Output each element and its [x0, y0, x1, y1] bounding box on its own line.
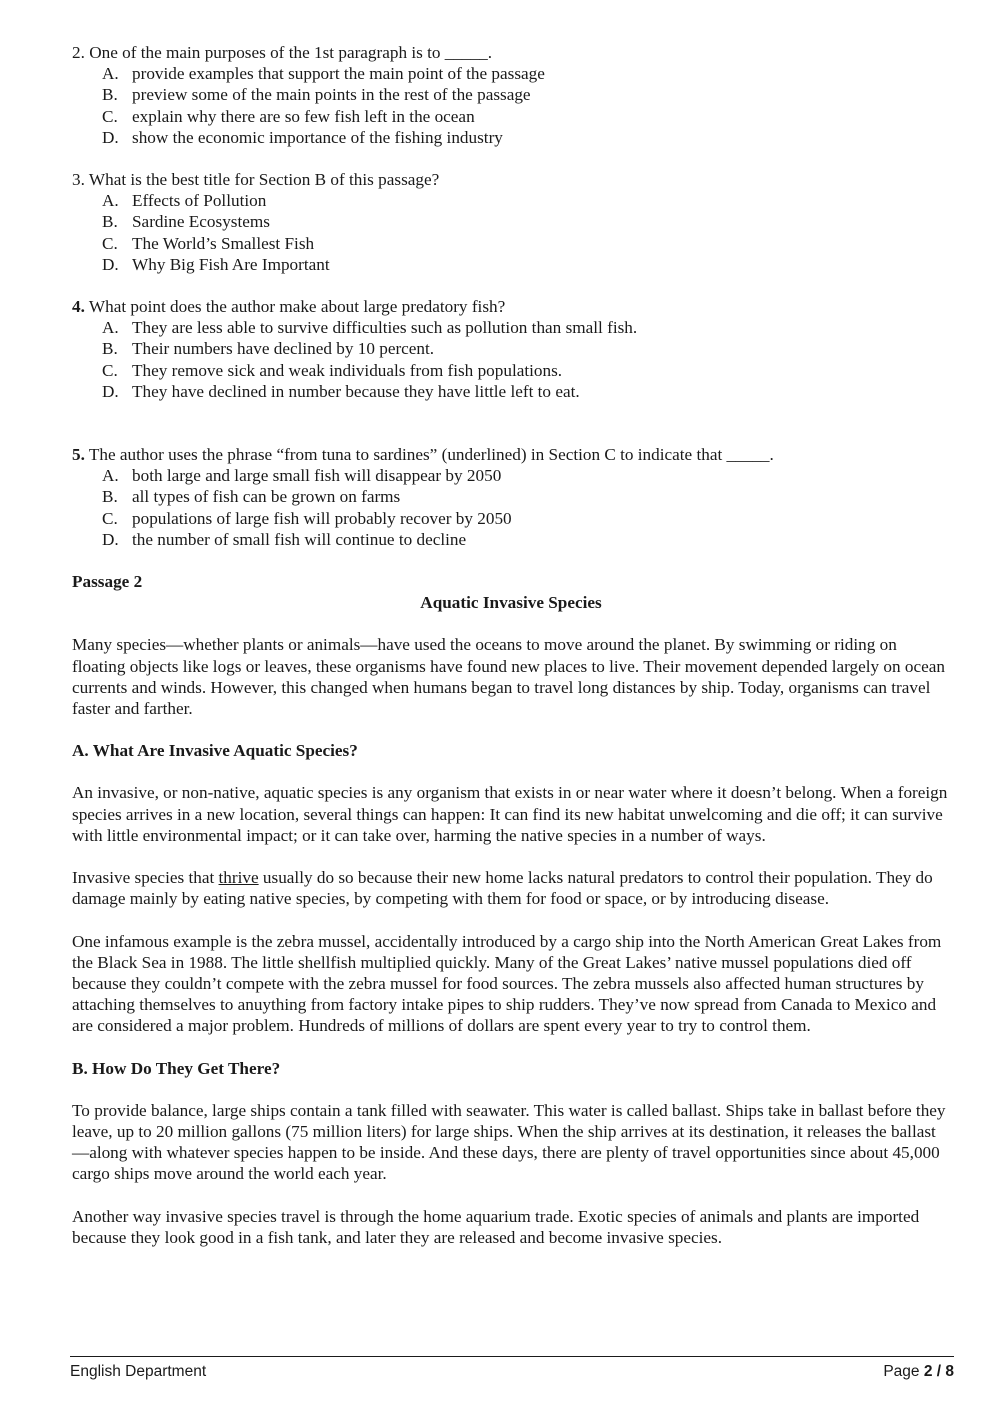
- question-stem: [72, 42, 950, 63]
- question-stem: [72, 296, 950, 317]
- question-number: 5.: [72, 445, 85, 465]
- option-text: both large and large small fish will disappear by 2050: [132, 466, 502, 486]
- question-number: 3.: [72, 170, 85, 190]
- spacer: [72, 1037, 950, 1058]
- option-letter: D.: [102, 381, 119, 401]
- spacer: [72, 1185, 950, 1206]
- option-text: They have declined in number because they have little left to eat.: [132, 381, 580, 401]
- option-text: Sardine Ecosystems: [132, 212, 270, 232]
- section-a-paragraph-3: One infamous example is the zebra mussel, accidentally introduced by a cargo ship into the North American Great Lakes from the Black Sea in 1988. The little shellfish multiplied quickly. Many of the Great Lakes’ native mussel populations died off because they couldn’t compete with the zebra mussel for food sources. The zebra mussels also affected human structures by attaching themselves to anuything from factory intake pipes to ship rudders. They’ve now spread from Canada to Mexico and are considered a major problem. Hundreds of millions of dollars are spent every year to try to control them.: [72, 931, 942, 1036]
- option-letter: D.: [102, 127, 119, 147]
- options-list: [72, 465, 950, 550]
- page-separator: /: [932, 1363, 946, 1380]
- section-a-paragraph-2: [72, 867, 950, 909]
- option-letter: A.: [102, 191, 119, 211]
- page-footer: [70, 1356, 954, 1382]
- option-text: Why Big Fish Are Important: [132, 254, 330, 274]
- option-text: They remove sick and weak individuals from fish populations.: [132, 360, 563, 380]
- option-letter: B.: [102, 85, 118, 105]
- option-item: [72, 254, 950, 275]
- option-text: provide examples that support the main point of the passage: [132, 64, 545, 84]
- option-text: They are less able to survive difficulties such as pollution than small fish.: [132, 318, 638, 338]
- paragraph-text: usually do so because their new home lacks natural predators to control their population. They do damage mainly by eating native species, by competing with them for food or space, or by introducing disease.: [72, 868, 933, 909]
- option-text: all types of fish can be grown on farms: [132, 487, 401, 507]
- option-text: Their numbers have declined by 10 percent.: [132, 339, 435, 359]
- spacer: [72, 613, 950, 634]
- intro-paragraph: Many species—whether plants or animals—have used the oceans to move around the planet. By swimming or riding on floating objects like logs or leaves, these organisms have found new places to live. Their movement depended largely on ocean currents and winds. However, this changed when humans began to travel long distances by ship. Today, organisms can travel faster and farther.: [72, 635, 945, 719]
- option-item: [72, 338, 950, 359]
- option-text: The World’s Smallest Fish: [132, 233, 315, 253]
- option-text: Effects of Pollution: [132, 191, 267, 211]
- option-letter: C.: [102, 233, 118, 253]
- paragraph-text: Invasive species that: [72, 868, 219, 888]
- option-item: [72, 127, 950, 148]
- footer-department: English Department: [70, 1363, 207, 1380]
- question-3: [72, 169, 950, 275]
- underlined-word: thrive: [218, 868, 259, 888]
- question-text: What is the best title for Section B of this passage?: [88, 170, 440, 190]
- option-item: [72, 211, 950, 232]
- question-2: [72, 42, 950, 148]
- spacer: [72, 846, 950, 867]
- option-item: [72, 381, 950, 402]
- question-5: [72, 444, 950, 550]
- spacer: [72, 402, 950, 444]
- question-4: [72, 296, 950, 402]
- passage-label: Passage 2: [72, 572, 143, 592]
- page-total: 8: [945, 1363, 954, 1380]
- section-b-paragraph-2: Another way invasive species travel is through the home aquarium trade. Exotic species of animals and plants are imported because they look good in a fish tank, and later they are released and become invasive species.: [72, 1206, 920, 1247]
- option-text: explain why there are so few fish left in the ocean: [132, 106, 475, 126]
- section-a-heading: A. What Are Invasive Aquatic Species?: [72, 741, 358, 761]
- question-stem: [72, 444, 950, 465]
- option-item: [72, 233, 950, 254]
- document-page: [72, 42, 950, 1248]
- option-text: populations of large fish will probably recover by 2050: [132, 508, 512, 528]
- option-item: [72, 529, 950, 550]
- question-number: 4.: [72, 297, 85, 317]
- option-item: [72, 317, 950, 338]
- options-list: [72, 190, 950, 275]
- page-current: 2: [923, 1363, 933, 1380]
- spacer: [72, 910, 950, 931]
- section-b-heading: B. How Do They Get There?: [72, 1058, 281, 1078]
- spacer: [72, 761, 950, 782]
- spacer: [72, 275, 950, 296]
- option-item: [72, 486, 950, 507]
- option-item: [72, 106, 950, 127]
- option-item: [72, 508, 950, 529]
- option-item: [72, 63, 950, 84]
- option-letter: B.: [102, 339, 118, 359]
- page-number: [883, 1362, 954, 1382]
- option-item: [72, 190, 950, 211]
- option-item: [72, 84, 950, 105]
- passage-title: Aquatic Invasive Species: [420, 593, 602, 613]
- spacer: [72, 719, 950, 740]
- section-b-paragraph-1: To provide balance, large ships contain a tank filled with seawater. This water is called ballast. Ships take in ballast before they leave, up to 20 million gallons (75 million liters) for large ships. When the ship arrives at its destination, it releases the ballast—along with whatever species happen to be inside. And these days, there are plenty of travel opportunities since about 45,000 cargo ships move around the world each year.: [72, 1100, 946, 1184]
- option-text: preview some of the main points in the rest of the passage: [132, 85, 531, 105]
- option-letter: B.: [102, 212, 118, 232]
- option-letter: A.: [102, 318, 119, 338]
- question-text: The author uses the phrase “from tuna to sardines” (underlined) in Section C to indicate that _____.: [88, 445, 774, 465]
- question-number: 2.: [72, 43, 85, 62]
- section-a-paragraph-1: An invasive, or non-native, aquatic species is any organism that exists in or near water where it doesn’t belong. When a foreign species arrives in a new location, several things can happen: It can find its new habitat unwelcoming and die off; it can survive with little environmental impact; or it can take over, harming the native species in a number of ways.: [72, 783, 948, 845]
- option-letter: A.: [102, 64, 119, 84]
- option-letter: A.: [102, 466, 119, 486]
- option-letter: D.: [102, 529, 119, 549]
- option-text: the number of small fish will continue to decline: [132, 529, 467, 549]
- options-list: [72, 63, 950, 148]
- option-letter: C.: [102, 106, 118, 126]
- spacer: [72, 148, 950, 169]
- option-letter: D.: [102, 254, 119, 274]
- question-text: What point does the author make about large predatory fish?: [88, 297, 506, 317]
- spacer: [72, 1079, 950, 1100]
- option-letter: C.: [102, 360, 118, 380]
- option-item: [72, 465, 950, 486]
- option-letter: C.: [102, 508, 118, 528]
- question-stem: [72, 169, 950, 190]
- page-label: Page: [883, 1363, 924, 1380]
- question-text: One of the main purposes of the 1st paragraph is to _____.: [89, 43, 493, 62]
- option-letter: B.: [102, 487, 118, 507]
- spacer: [72, 550, 950, 571]
- option-text: show the economic importance of the fishing industry: [132, 127, 503, 147]
- option-item: [72, 360, 950, 381]
- options-list: [72, 317, 950, 402]
